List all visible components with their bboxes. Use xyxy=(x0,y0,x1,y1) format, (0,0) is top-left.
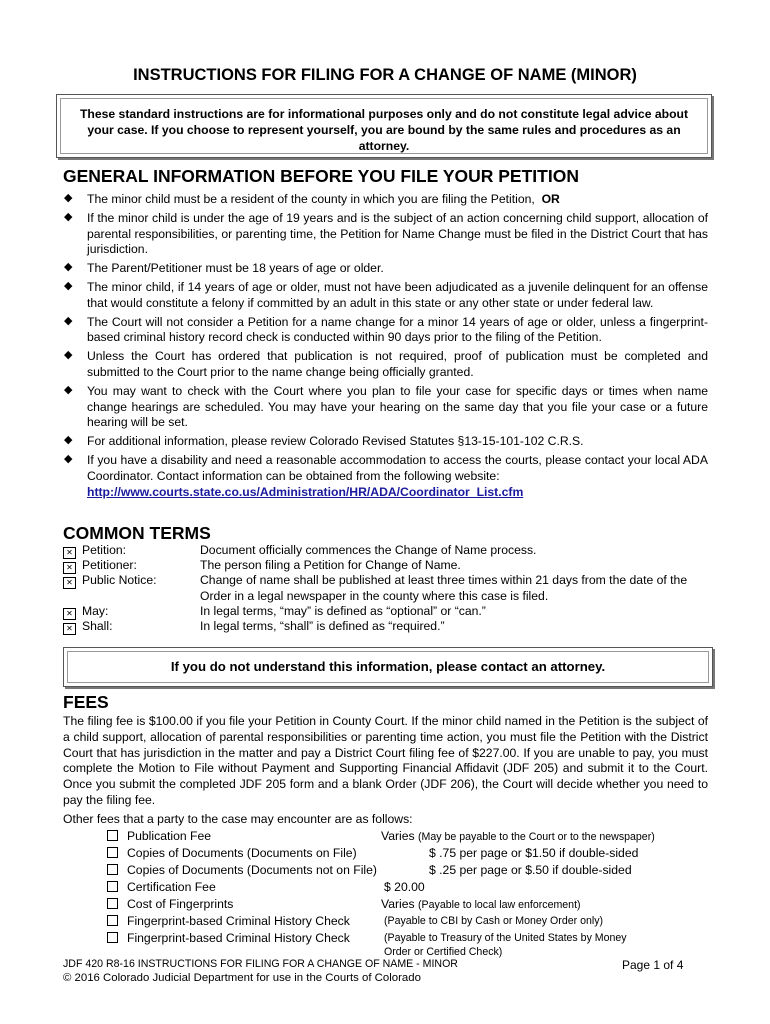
checkbox-icon xyxy=(107,847,118,858)
attorney-notice-box xyxy=(63,647,713,687)
general-info-heading: GENERAL INFORMATION BEFORE YOU FILE YOUR PETITION xyxy=(63,166,579,186)
or-text: OR xyxy=(541,192,560,206)
fee-list xyxy=(107,828,667,958)
diamond-bullet-icon: ◆ xyxy=(64,279,73,292)
common-terms-heading: COMMON TERMS xyxy=(63,523,211,543)
fees-paragraph: The filing fee is $100.00 if you file your Petition in County Court. If the minor child named in the Petition is the subject of a child support, allocation of parental responsibilities or parenting time action, you must file the Petition with the District Court that has jurisdiction in the matter and pay a District Court filing fee of $227.00. If you are unable to pay, you must complete the Motion to File without Payment and Supporting Financial Affidavit (JDF 205) and submit it to the Court. Once you submit the completed JDF 205 form and a blank Order (JDF 206), the Court will decide whether you need to pay the filing fee. xyxy=(63,714,708,807)
fee-item: Certification Fee $ 20.00 xyxy=(107,879,667,896)
fee-item: Copies of Documents (Documents on File) $ .75 per page or $1.50 if double-sided xyxy=(107,845,667,862)
general-info-list xyxy=(63,192,708,503)
fees-heading: FEES xyxy=(63,692,109,712)
fee-item: Fingerprint-based Criminal History Check (Payable to Treasury of the United States by Money Order or Certified Check) xyxy=(107,930,667,947)
footer-form-id: JDF 420 R8-16 INSTRUCTIONS FOR FILING FOR A CHANGE OF NAME - MINOR xyxy=(63,958,458,970)
checked-box-icon: ✕ xyxy=(63,547,76,559)
disclaimer-text: These standard instructions are for informational purposes only and do not constitute legal advice about your case. If you choose to represent yourself, you are bound by the same rules and procedures as an attorney. xyxy=(60,98,708,154)
term-row: ✕ Petitioner: The person filing a Petition for Change of Name. xyxy=(63,558,713,573)
attorney-notice-text: If you do not understand this information, please contact an attorney. xyxy=(67,651,709,683)
fee-item: Fingerprint-based Criminal History Check (Payable to CBI by Cash or Money Order only) xyxy=(107,913,667,930)
page-title: INSTRUCTIONS FOR FILING FOR A CHANGE OF NAME (MINOR) xyxy=(133,66,637,84)
list-item: ◆ Unless the Court has ordered that publication is not required, proof of publication must be completed and submitted to the Court prior to the name change being officially granted. xyxy=(64,349,708,379)
ada-coordinator-link[interactable]: http://www.courts.state.co.us/Administration/HR/ADA/Coordinator_List.cfm xyxy=(87,484,524,499)
list-item: ◆ You may want to check with the Court where you plan to file your case for specific days or times when name change hearings are scheduled. You may have your hearing on the same day that you file your case or a future hearing will be set. xyxy=(64,383,708,430)
footer-page-number: Page 1 of 4 xyxy=(622,958,684,972)
diamond-bullet-icon: ◆ xyxy=(64,261,73,274)
list-item: ◆ The minor child, if 14 years of age or older, must not have been adjudicated as a juvenile delinquent for an offense that would constitute a felony if committed by an adult in this state or any other state or under federal law. xyxy=(64,279,708,310)
checkbox-icon xyxy=(107,898,118,909)
diamond-bullet-icon: ◆ xyxy=(64,314,73,327)
term-row: ✕ May: In legal terms, “may” is defined as “optional” or “can.” xyxy=(63,604,713,619)
checkbox-icon xyxy=(107,864,118,875)
checkbox-icon xyxy=(107,881,118,892)
term-row: ✕ Shall: In legal terms, “shall” is defined as “required.” xyxy=(63,619,713,634)
diamond-bullet-icon: ◆ xyxy=(64,192,73,204)
checked-box-icon: ✕ xyxy=(63,623,76,635)
diamond-bullet-icon: ◆ xyxy=(64,434,73,447)
fee-item: Publication Fee Varies (May be payable to the Court or to the newspaper) xyxy=(107,828,667,845)
diamond-bullet-icon: ◆ xyxy=(64,452,73,465)
fee-item: Cost of Fingerprints Varies (Payable to local law enforcement) xyxy=(107,896,667,913)
checked-box-icon: ✕ xyxy=(63,608,76,620)
list-item: ◆ The Court will not consider a Petition for a name change for a minor 14 years of age or older, unless a fingerprint-based criminal history record check is conducted within 90 days prior to the filing of the Petition. xyxy=(64,314,708,345)
checkbox-icon xyxy=(107,830,118,841)
list-item: ◆ If you have a disability and need a reasonable accommodation to access the courts, please contact your local ADA Coordinator. Contact information can be obtained from the following website: http://www.courts.state.co.us/Administration/HR/ADA/Coordinator_List.cfm xyxy=(64,452,708,499)
list-item: ◆ For additional information, please review Colorado Revised Statutes §13-15-101-102 C.R.S. xyxy=(64,434,584,449)
disclaimer-box xyxy=(56,94,712,158)
list-item: ◆ If the minor child is under the age of 19 years and is the subject of an action concerning child support, allocation of parental responsibilities, or parenting time, the Petition for Name Change must be filed in the District Court that has jurisdiction. xyxy=(64,210,708,257)
term-row: ✕ Public Notice: Change of name shall be published at least three times within 21 days from the date of the Order in a legal newspaper in the county where this case is filed. xyxy=(63,573,713,603)
checkbox-icon xyxy=(107,932,118,943)
checked-box-icon: ✕ xyxy=(63,577,76,589)
common-terms-list xyxy=(63,543,713,634)
diamond-bullet-icon: ◆ xyxy=(64,210,73,223)
list-item: ◆ The minor child must be a resident of the county in which you are filing the Petition, OR xyxy=(64,192,560,206)
fee-item: Copies of Documents (Documents not on File) $ .25 per page or $.50 if double-sided xyxy=(107,862,667,879)
list-item: ◆ The Parent/Petitioner must be 18 years of age or older. xyxy=(64,261,384,276)
diamond-bullet-icon: ◆ xyxy=(64,349,73,362)
footer-copyright: © 2016 Colorado Judicial Department for use in the Courts of Colorado xyxy=(63,972,421,984)
other-fees-intro: Other fees that a party to the case may encounter are as follows: xyxy=(63,812,413,826)
checkbox-icon xyxy=(107,915,118,926)
diamond-bullet-icon: ◆ xyxy=(64,383,73,396)
checked-box-icon: ✕ xyxy=(63,562,76,574)
term-row: ✕ Petition: Document officially commences the Change of Name process. xyxy=(63,543,713,558)
